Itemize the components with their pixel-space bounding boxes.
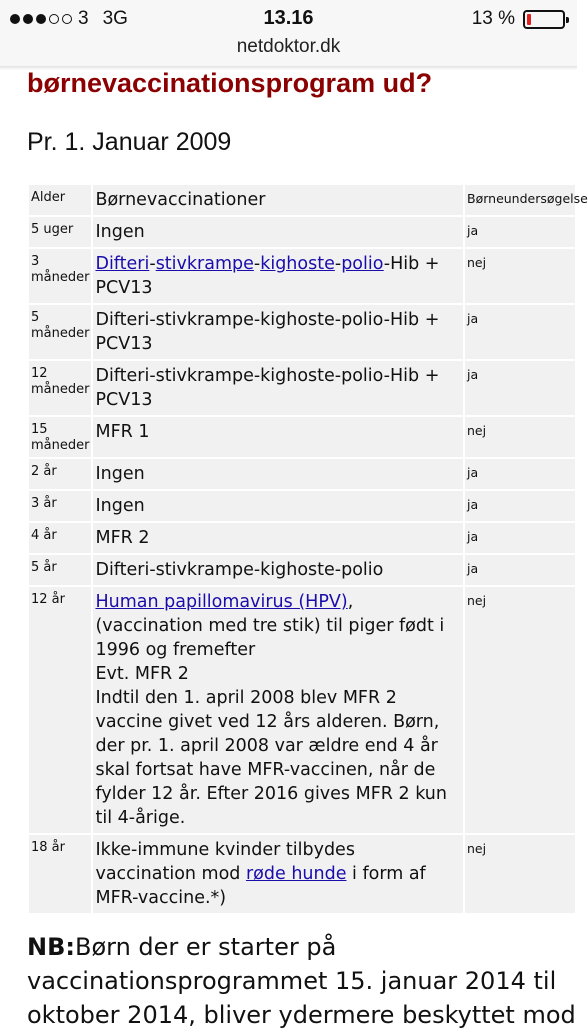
exam-cell: nej — [465, 249, 575, 303]
header-exam: Børneundersøgelse — [465, 185, 575, 215]
clock: 13.16 — [263, 7, 314, 29]
age-cell: 5 måneder — [29, 305, 91, 359]
vaccination-cell: Difteri-stivkrampe-kighoste-polio-Hib + PCV13 — [93, 361, 463, 415]
table-row — [29, 555, 575, 585]
age-cell: 4 år — [29, 523, 91, 553]
hpv-comma: , — [347, 592, 354, 612]
nb-text-1: Børn der er starter på — [74, 933, 337, 961]
link-stivkrampe[interactable]: stivkrampe — [155, 254, 254, 274]
table-row — [29, 305, 575, 359]
hpv-description: (vaccination med tre stik) til piger født i 1996 og fremefter — [95, 616, 445, 660]
vaccination-cell — [93, 587, 463, 833]
exam-cell: ja — [465, 459, 575, 489]
vaccination-cell: Difteri-stivkrampe-kighoste-polio-Hib + PCV13 — [93, 305, 463, 359]
table-row — [29, 249, 575, 303]
table-row — [29, 361, 575, 415]
exam-cell: nej — [465, 417, 575, 457]
battery-percentage: 13 % — [471, 8, 515, 29]
vaccination-cell: Ingen — [93, 491, 463, 521]
age-cell: 5 uger — [29, 217, 91, 247]
table-row — [29, 491, 575, 521]
age-cell: 2 år — [29, 459, 91, 489]
age-cell: 18 år — [29, 835, 91, 913]
age-cell: 15 måneder — [29, 417, 91, 457]
table-row — [29, 459, 575, 489]
status-bar — [0, 0, 577, 36]
header-age: Alder — [29, 185, 91, 215]
vaccination-table — [27, 183, 588, 915]
carrier-label: 3 — [78, 8, 89, 29]
vaccination-cell: Difteri-stivkrampe-kighoste-polio — [93, 555, 463, 585]
network-type: 3G — [102, 8, 128, 29]
exam-cell: ja — [465, 305, 575, 359]
exam-cell: ja — [465, 491, 575, 521]
nb-line-2: vaccinationsprogrammet 15. januar 2014 til — [27, 967, 557, 995]
separator: - — [334, 254, 342, 274]
hpv-line — [95, 590, 461, 614]
exam-cell: ja — [465, 361, 575, 415]
rubella-outro: i form af MFR-vaccine.*) — [95, 864, 426, 908]
address-bar[interactable] — [0, 36, 577, 66]
nb-label: NB: — [27, 933, 75, 961]
exam-cell: ja — [465, 523, 575, 553]
nb-line-1 — [27, 930, 587, 964]
header-vaccinations: Børnevaccinationer — [93, 185, 463, 215]
separator: - — [253, 254, 261, 274]
separator: - — [149, 254, 156, 274]
link-hpv[interactable]: Human papillomavirus (HPV) — [95, 592, 348, 612]
table-row — [29, 835, 575, 913]
battery-icon — [523, 10, 565, 29]
effective-date: Pr. 1. Januar 2009 — [27, 128, 232, 156]
age-cell: 5 år — [29, 555, 91, 585]
table-header-row — [29, 185, 575, 215]
age-cell: 3 måneder — [29, 249, 91, 303]
vaccination-suffix: -Hib + PCV13 — [95, 254, 440, 298]
age-cell: 12 år — [29, 587, 91, 833]
vaccination-cell: MFR 1 — [93, 417, 463, 457]
exam-cell: ja — [465, 217, 575, 247]
link-kighoste[interactable]: kighoste — [260, 254, 335, 274]
vaccination-cell: Ingen — [93, 217, 463, 247]
url-text[interactable]: netdoktor.dk — [236, 36, 341, 57]
table-row — [29, 523, 575, 553]
table-row — [29, 587, 575, 833]
table-row — [29, 417, 575, 457]
nb-paragraph — [27, 930, 587, 1032]
age-cell: 12 måneder — [29, 361, 91, 415]
nb-line-3: oktober 2014, bliver ydermere beskyttet mod — [27, 1001, 576, 1029]
vaccination-cell: Ingen — [93, 459, 463, 489]
link-rode-hunde[interactable]: røde hunde — [245, 864, 347, 884]
exam-cell: nej — [465, 835, 575, 913]
status-right — [472, 8, 565, 30]
mfr2-history-note: Indtil den 1. april 2008 blev MFR 2 vaccine givet ved 12 års alderen. Børn, der pr. 1. april 2008 var ældre end 4 år skal fortsat have MFR-vaccinen, når de fylder 12 år. Efter 2016 gives MFR 2 kun til 4-årige. — [95, 688, 447, 828]
exam-cell: nej — [465, 587, 575, 833]
age-cell: 3 år — [29, 491, 91, 521]
vaccination-cell — [93, 835, 463, 913]
table-row — [29, 217, 575, 247]
vaccination-cell — [93, 249, 463, 303]
page-heading: børnevaccinationsprogram ud? — [27, 68, 433, 98]
link-polio[interactable]: polio — [341, 254, 384, 274]
link-difteri[interactable]: Difteri — [95, 254, 150, 274]
rubella-intro: Ikke-immune kvinder tilbydes vaccination mod — [95, 840, 355, 884]
mfr2-note: Evt. MFR 2 — [95, 664, 189, 684]
exam-cell: ja — [465, 555, 575, 585]
vaccination-cell: MFR 2 — [93, 523, 463, 553]
